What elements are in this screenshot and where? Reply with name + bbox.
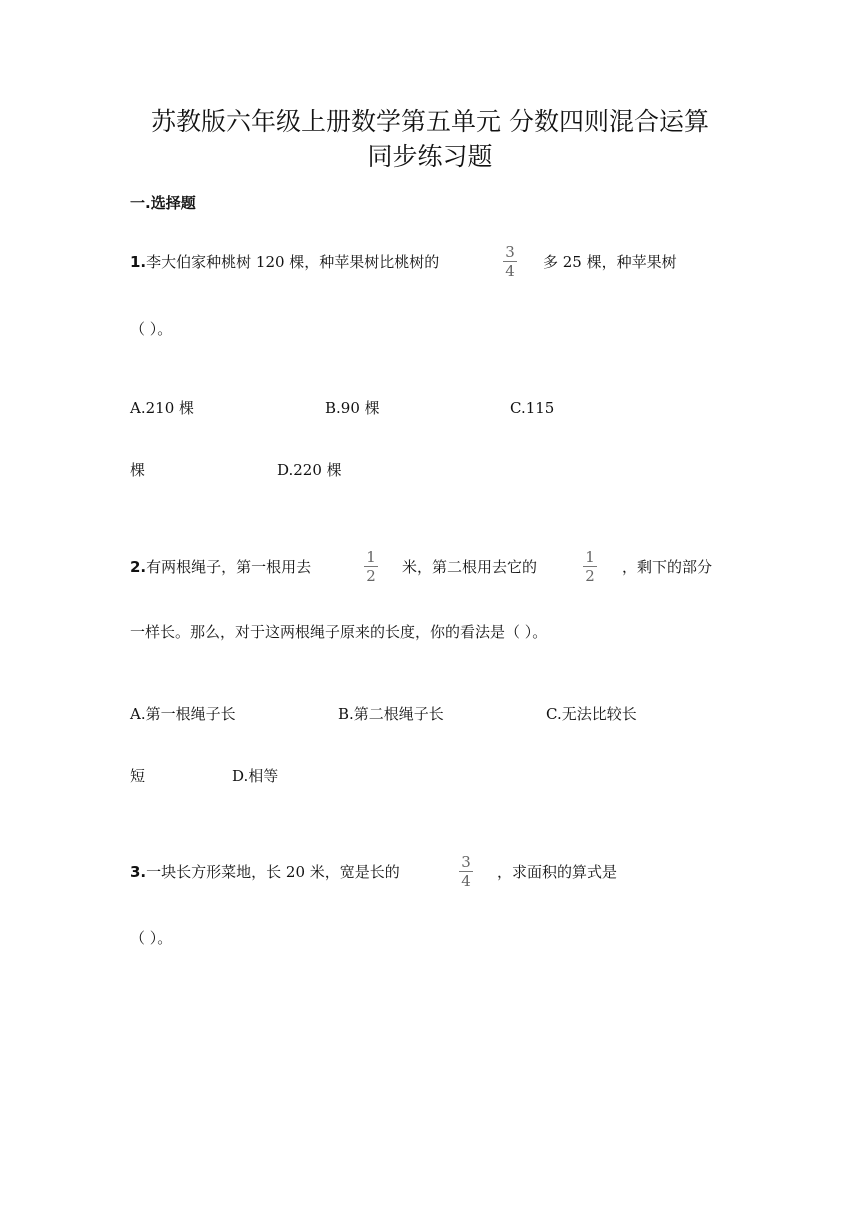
question-1-option-b: B.90 棵 [325,399,380,417]
question-2-option-c: C.无法比较长 [546,705,637,723]
question-1-option-a: A.210 棵 [130,399,194,417]
question-2-number: 2. [130,558,147,576]
question-2-line-1 [130,557,311,577]
question-2-text-a: 有两根绳子，第一根用去 [146,558,312,576]
question-3-text-b: ，求面积的算式是 [497,863,618,881]
fraction-denominator: 2 [585,567,595,585]
question-1-fraction [502,244,518,279]
question-3-line-1 [130,862,400,882]
section-heading: 一.选择题 [130,194,196,212]
fraction-numerator: 3 [505,243,515,261]
question-2-option-a: A.第一根绳子长 [130,705,236,723]
question-1-option-d: D.220 棵 [277,461,342,479]
question-3-text-a: 一块长方形菜地，长 20 米，宽是长的 [146,863,400,881]
question-3-number: 3. [130,863,147,881]
fraction-denominator: 4 [461,872,471,890]
question-1-number: 1. [130,253,147,271]
question-2-text-c: ，剩下的部分 [622,558,713,576]
question-1-option-c: C.115 [510,399,555,417]
fraction-denominator: 2 [366,567,376,585]
question-2-fraction-2 [582,549,598,584]
fraction-numerator: 1 [366,548,376,566]
fraction-denominator: 4 [505,262,515,280]
question-2-option-c-continued: 短 [130,767,146,785]
fraction-numerator: 1 [585,548,595,566]
question-1-option-c-continued: 棵 [130,461,146,479]
question-1-text-b: 多 25 棵，种苹果树 [543,253,677,271]
question-2-line-2: 一样长。那么，对于这两根绳子原来的长度，你的看法是（ ）。 [130,623,548,641]
question-2-option-b: B.第二根绳子长 [338,705,444,723]
question-2-text-b: 米，第二根用去它的 [402,558,538,576]
question-1-line-1 [130,252,439,272]
question-2-option-d: D.相等 [232,767,279,785]
document-title-line-1: 苏教版六年级上册数学第五单元 分数四则混合运算 [151,107,709,136]
fraction-numerator: 3 [461,853,471,871]
question-3-fraction [458,854,474,889]
question-2-fraction-1 [363,549,379,584]
question-1-blank: （ ）。 [130,320,173,338]
question-1-text-a: 李大伯家种桃树 120 棵，种苹果树比桃树的 [146,253,440,271]
document-title-line-2: 同步练习题 [367,142,493,171]
question-3-blank: （ ）。 [130,929,173,947]
